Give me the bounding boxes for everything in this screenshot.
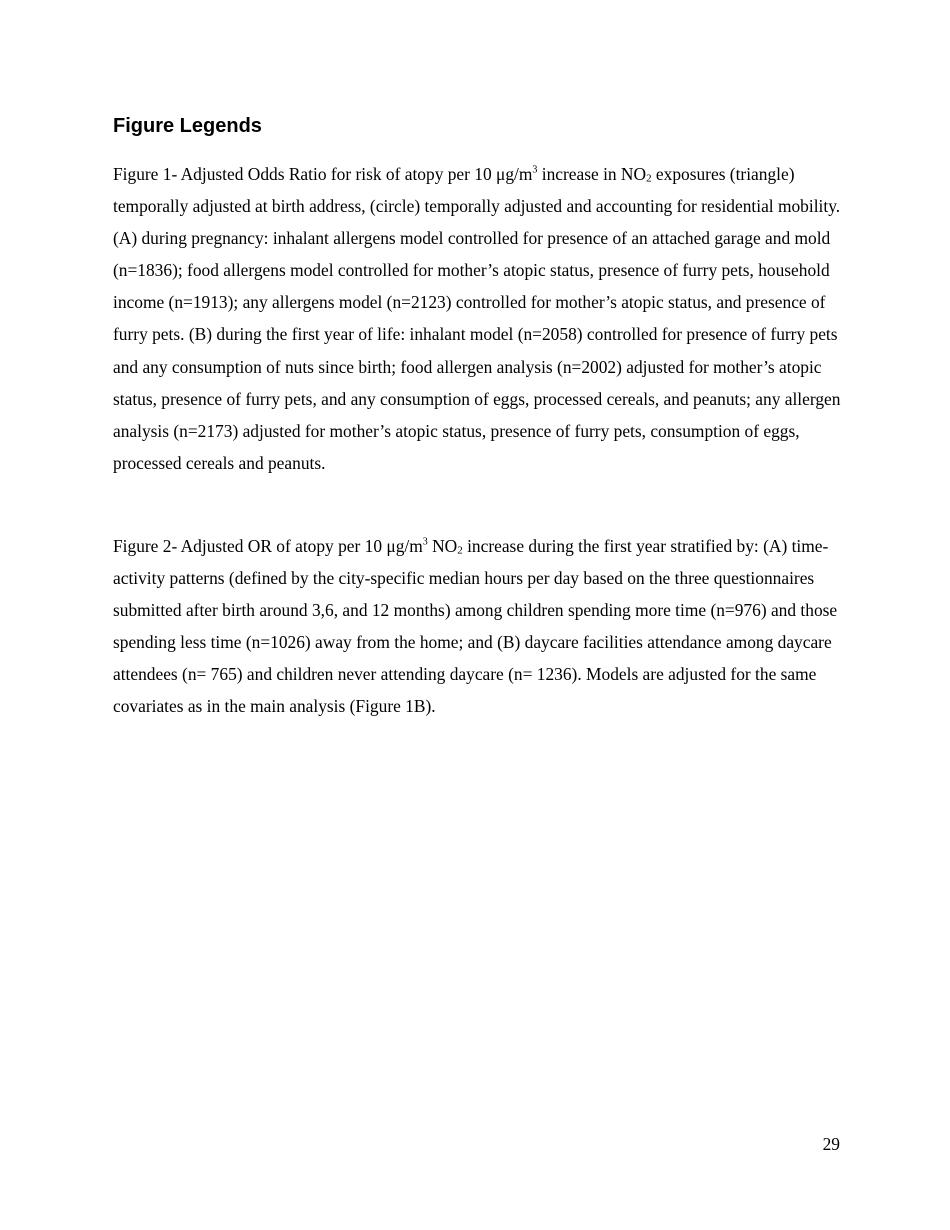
section-heading: Figure Legends [113, 115, 262, 137]
figure-1-subscript: 2 [646, 172, 652, 185]
figure-2-subscript: 2 [457, 544, 463, 557]
figure-2-legend [113, 530, 843, 723]
figure-2-legend-text-start: Figure 2- Adjusted OR of atopy per 10 μg/m [113, 536, 423, 556]
figure-1-legend-text-middle: increase in NO [537, 164, 647, 184]
figure-1-legend-text-start: Figure 1- Adjusted Odds Ratio for risk of atopy per 10 μg/m [113, 164, 533, 184]
figure-1-legend-text-end: exposures (triangle) temporally adjusted at birth address, (circle) temporally adjusted and accounting for residential mobility. (A) during pregnancy: inhalant allergens model controlled for presence of an attached garage and mold (n=1836); food allergens model controlled for mother’s atopic status, presence of furry pets, household income (n=1913); any allergens model (n=2123) controlled for mother’s atopic status, and presence of furry pets. (B) during the first year of life: inhalant model (n=2058) controlled for presence of furry pets and any consumption of nuts since birth; food allergen analysis (n=2002) adjusted for mother’s atopic status, presence of furry pets, and any consumption of eggs, processed cereals, and peanuts; any allergen analysis (n=2173) adjusted for mother’s atopic status, presence of furry pets, consumption of eggs, processed cereals and peanuts. [113, 164, 841, 473]
figure-1-superscript: 3 [532, 164, 538, 176]
figure-1-legend [113, 158, 843, 479]
figure-2-legend-text-middle: NO [427, 536, 458, 556]
figure-2-legend-text-end: increase during the first year stratified by: (A) time-activity patterns (defined by the city-specific median hours per day based on the three questionnaires submitted after birth around 3,6, and 12 months) among children spending more time (n=976) and those spending less time (n=1026) away from the home; and (B) daycare facilities attendance among daycare attendees (n= 765) and children never attending daycare (n= 1236). Models are adjusted for the same covariates as in the main analysis (Figure 1B). [113, 536, 838, 717]
page-number: 29 [822, 1134, 840, 1154]
figure-2-superscript: 3 [422, 536, 428, 548]
